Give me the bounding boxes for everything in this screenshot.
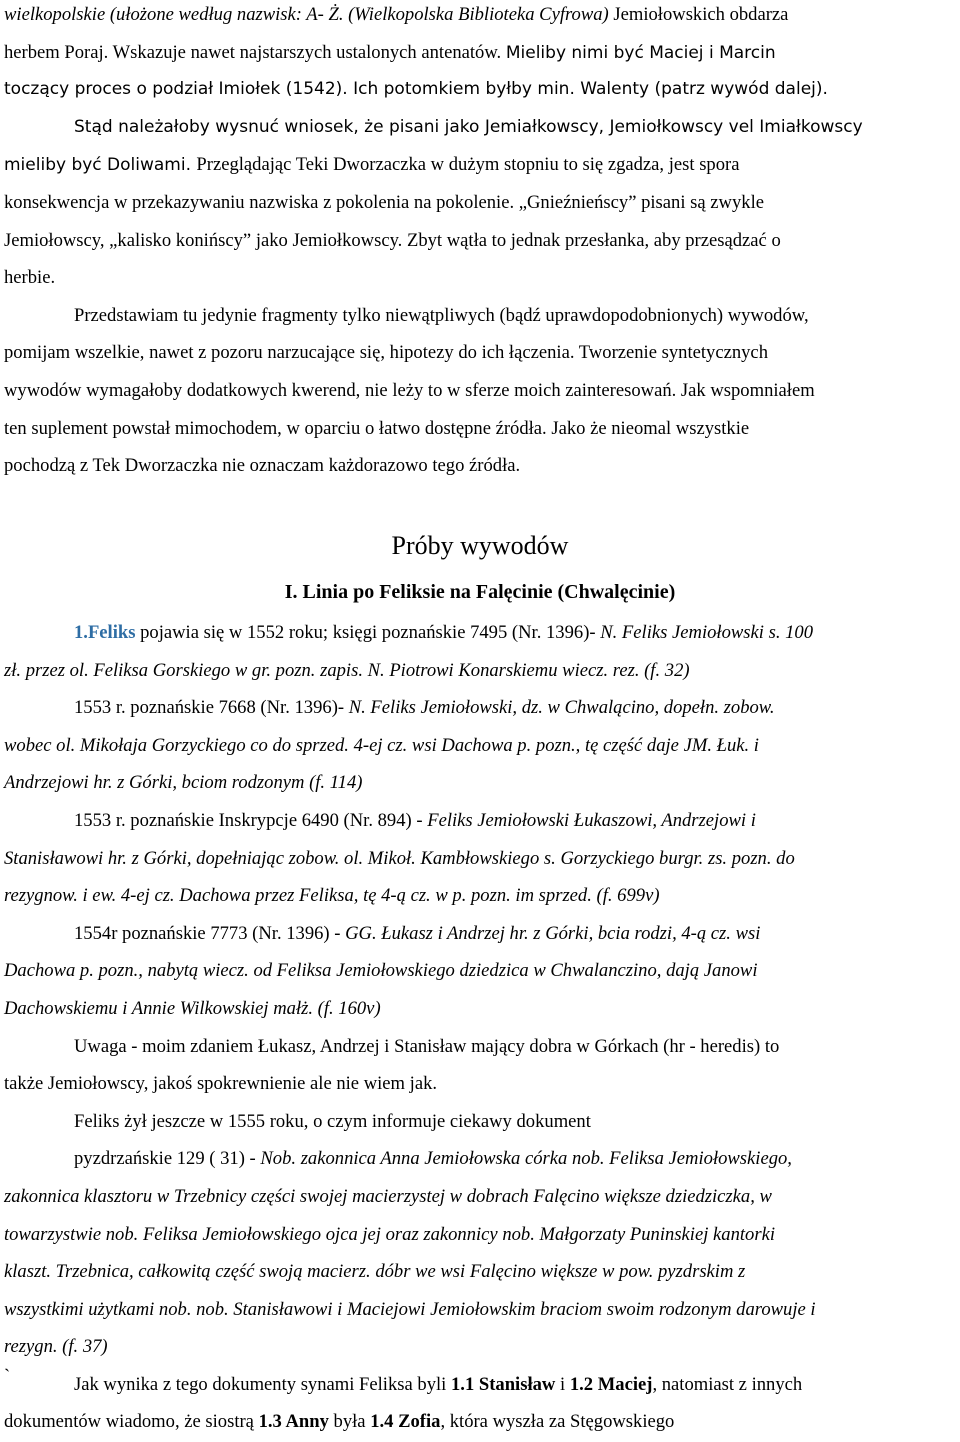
text-span: 1553 r. poznańskie 7668 (Nr. 1396)- (74, 697, 349, 719)
text-line: ten suplement powstał mimochodem, w oparciu o łatwo dostępne źródła. Jako że nieomal wszystkie (4, 417, 750, 439)
person-label: 1.2 Maciej (569, 1373, 653, 1395)
text-span: , natomiast z innych (652, 1373, 803, 1395)
text-line: Andrzejowi hr. z Górki, bciom rodzonym (f. 114) (4, 772, 363, 794)
text-line: Przedstawiam tu jedynie fragmenty tylko niewątpliwych (bądź uprawdopodobnionych) wywodów, (74, 304, 809, 326)
text-line (4, 0, 958, 34)
text-line: Jemiołowscy, „kalisko konińscy” jako Jemiołkowscy. Zbyt wątła to jednak przesłanka, aby przesądzać o (4, 229, 781, 251)
text-line: Feliks żył jeszcze w 1555 roku, o czym informuje ciekawy dokument (74, 1110, 591, 1132)
text-span: Jemiołowskich obdarza (608, 4, 789, 25)
text-line: zakonnica klasztoru w Trzebnicy części swojej macierzystej w dobrach Falęcino większe dziedziczka, w (4, 1185, 772, 1207)
text-span: 1554r poznańskie 7773 (Nr. 1396) - (74, 922, 346, 944)
text-span: była (328, 1411, 371, 1433)
text-line: toczący proces o podział Imiołek (1542). Ich potomkiem byłby min. Walenty (patrz wywód dalej). (4, 79, 828, 100)
text-line: także Jemiołowscy, jakoś spokrewnienie ale nie wiem jak. (4, 1073, 438, 1095)
text-span: , która wyszła za Stęgowskiego (440, 1411, 675, 1433)
text-span: N. Feliks Jemiołowski s. 100 (600, 622, 814, 643)
text-span: Przeglądając Teki Dworzaczka w dużym stopniu to się zgadza, jest spora (196, 154, 740, 176)
text-span: dokumentów wiadomo, że siostrą (4, 1411, 259, 1433)
text-span: pojawia się w 1552 roku; księgi poznańskie 7495 (Nr. 1396)- (135, 622, 601, 643)
text-line: wobec ol. Mikołaja Gorzyckiego co do sprzed. 4-ej cz. wsi Dachowa p. pozn., tę część daje JM. Łuk. i (4, 734, 759, 756)
text-line (4, 1140, 958, 1178)
person-label: 1.1 Stanisław (451, 1373, 556, 1395)
text-line: konsekwencja w przekazywaniu nazwiska z pokolenia na pokolenie. „Gnieźnieńscy” pisani są zwykle (4, 191, 764, 213)
text-line: Stanisławowi hr. z Górki, dopełniając zobow. ol. Mikoł. Kambłowskiego s. Gorzyckiego burgr. zs. pozn. do (4, 847, 795, 869)
text-span: i (555, 1373, 570, 1395)
text-line: wywodów wymagałoby dodatkowych kwerend, nie leży to w sferze moich zainteresowań. Jak wspomniałem (4, 379, 815, 401)
text-span: pyzdrzańskie 129 ( 31) - (74, 1148, 261, 1170)
text-line: pochodzą z Tek Dworzaczka nie oznaczam każdorazowo tego źródła. (4, 455, 521, 477)
text-span: GG. Łukasz i Andrzej hr. z Górki, bcia rodzi, 4-ą cz. wsi (345, 922, 761, 944)
person-label: 1.4 Zofia (370, 1411, 441, 1433)
text-line: pomijam wszelkie, nawet z pozoru narzucające się, hipotezy do ich łączenia. Tworzenie syntetycznych (4, 342, 768, 364)
text-line (4, 34, 958, 72)
section-title: Próby wywodów (391, 531, 569, 560)
text-line: wszystkimi użytkami nob. nob. Stanisławowi i Maciejowi Jemiołowskim braciom swoim rodzonym darowuje i (4, 1298, 816, 1320)
text-line (4, 614, 958, 652)
text-line: Dachowa p. pozn., nabytą wiecz. od Feliksa Jemiołowskiego dziedzica w Chwalanczino, dają Janowi (4, 960, 758, 982)
person-label: 1.Feliks (74, 622, 136, 643)
text-line: herbie. (4, 267, 56, 289)
text-line: Uwaga - moim zdaniem Łukasz, Andrzej i Stanisław mający dobra w Górkach (hr - heredis) to (74, 1035, 780, 1057)
text-line: klaszt. Trzebnica, całkowitą część swoją macierz. dóbr we wsi Falęcino większe w pow. pyzdrskim z (4, 1261, 746, 1283)
text-line: rezygn. (f. 37) (4, 1336, 108, 1358)
section-subtitle: I. Linia po Feliksie na Falęcinie (Chwalęcinie) (284, 581, 676, 603)
intro-text (4, 0, 958, 485)
text-span: N. Feliks Jemiołowski, dz. w Chwalącino, dopełn. zobow. (348, 697, 775, 719)
text-line (4, 1366, 958, 1404)
text-line (4, 915, 958, 953)
text-line (4, 1403, 958, 1441)
text-line: zł. przez ol. Feliksa Gorskiego w gr. pozn. zapis. N. Piotrowi Konarskiemu wiecz. rez. (f. 32) (4, 659, 690, 681)
text-span: Nob. zakonnica Anna Jemiołowska córka nob. Feliksa Jemiołowskiego, (260, 1148, 792, 1170)
text-line (4, 689, 958, 727)
text-span: 1553 r. poznańskie Inskrypcje 6490 (Nr. 894) - (74, 809, 428, 831)
genealogy-section (4, 614, 958, 1441)
text-line (4, 146, 958, 184)
source-reference: wielkopolskie (ułożone według nazwisk: A- Ż. (Wielkopolska Biblioteka Cyfrowa) (4, 4, 609, 25)
text-line: Dachowskiemu i Annie Wilkowskiej małż. (f. 160v) (4, 997, 381, 1019)
text-span: mieliby być Doliwami. (4, 155, 197, 176)
text-span: herbem Poraj. Wskazuje nawet najstarszych ustalonych antenatów. (4, 41, 506, 63)
text-line: Stąd należałoby wysnuć wniosek, że pisani jako Jemiałkowscy, Jemiołkowscy vel Imiałkowscy (74, 116, 863, 137)
text-span: Feliks Jemiołowski Łukaszowi, Andrzejowi i (427, 809, 756, 831)
text-line: towarzystwie nob. Feliksa Jemiołowskiego ojca jej oraz zakonnicy nob. Małgorzaty Puninskiej kantorki (4, 1223, 776, 1245)
text-span: Jak wynika z tego dokumenty synami Feliksa byli (74, 1373, 451, 1395)
stray-mark: ` (4, 1365, 11, 1387)
text-span: Mieliby nimi być Maciej i Marcin (505, 42, 776, 63)
person-label: 1.3 Anny (258, 1411, 329, 1433)
text-line: rezygnow. i ew. 4-ej cz. Dachowa przez Feliksa, tę 4-ą cz. w p. pozn. im sprzed. (f. 699v) (4, 885, 660, 907)
text-line (4, 802, 958, 840)
